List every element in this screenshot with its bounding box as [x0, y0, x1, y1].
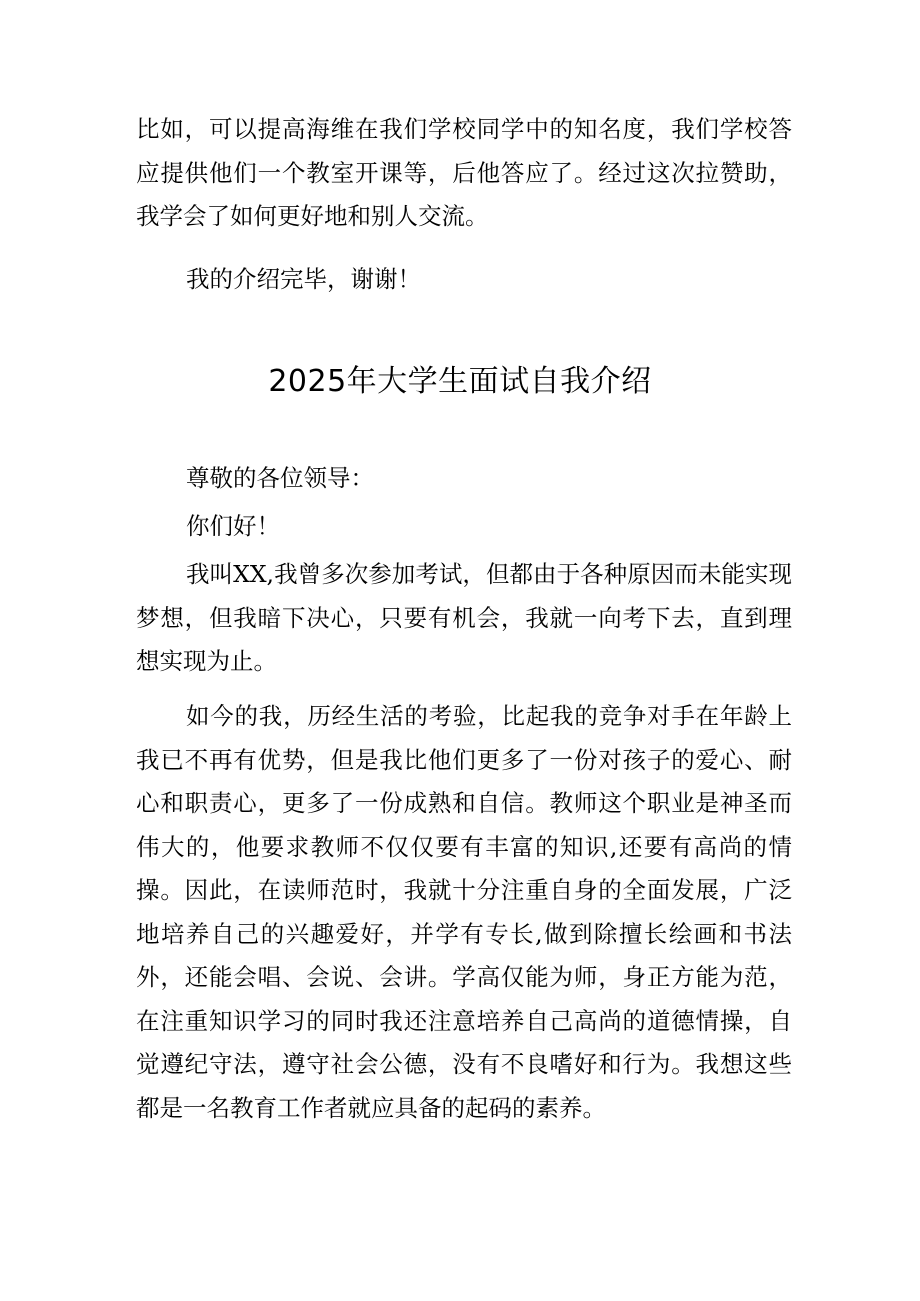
body-paragraph-introduction: 我叫XX,我曾多次参加考试，但都由于各种原因而未能实现梦想，但我暗下决心，只要有机会，我就一向考下去，直到理想实现为止。 — [136, 560, 792, 675]
greeting: 你们好！ — [186, 512, 280, 540]
closing-remark: 我的介绍完毕，谢谢！ — [186, 265, 421, 293]
document-title: 2025年大学生面试自我介绍 — [268, 364, 652, 399]
body-paragraph-qualities: 如今的我，历经生活的考验，比起我的竞争对手在年龄上我已不再有优势，但是我比他们更多了一份对孩子的爱心、耐心和职责心，更多了一份成熟和自信。教师这个职业是神圣而伟大的，他要求教师不仅仅要有丰富的知识,还要有高尚的情操。因此，在读师范时，我就十分注重自身的全面发展，广泛地培养自己的兴趣爱好，并学有专长,做到除擅长绘画和书法外，还能会唱、会说、会讲。学高仅能为师，身正方能为范，在注重知识学习的同时我还注意培养自己高尚的道德情操，自觉遵纪守法，遵守社会公德，没有不良嗜好和行为。我想这些都是一名教育工作者就应具备的起码的素养。 — [136, 702, 792, 1122]
salutation: 尊敬的各位领导： — [186, 464, 374, 492]
body-paragraph-sponsorship: 比如，可以提高海维在我们学校同学中的知名度，我们学校答应提供他们一个教室开课等，后他答应了。经过这次拉赞助，我学会了如何更好地和别人交流。 — [136, 115, 792, 230]
